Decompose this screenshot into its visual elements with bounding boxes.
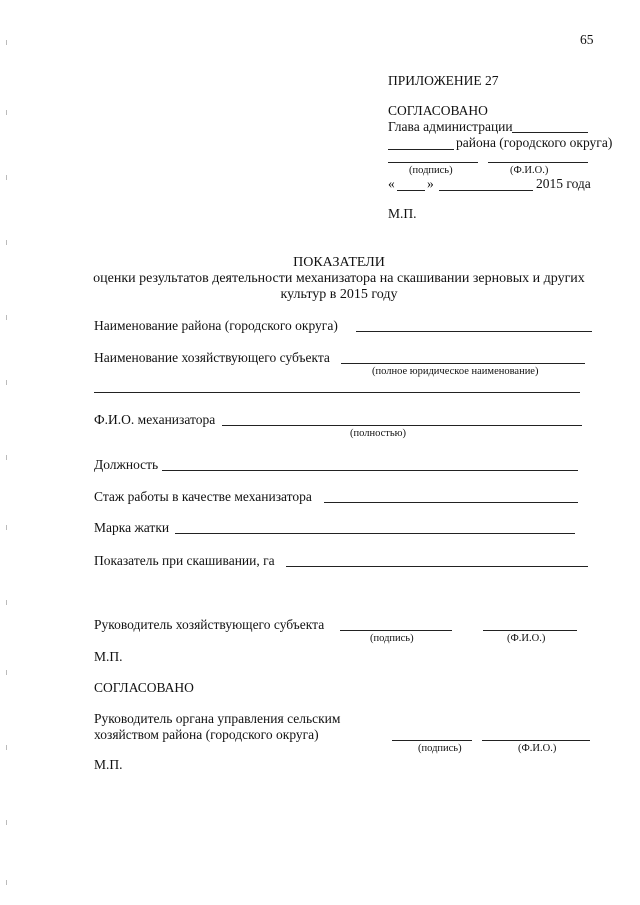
appendix-seal: М.П. xyxy=(388,206,417,221)
mowing-indicator-line xyxy=(286,566,588,567)
agri-head-signature-caption: (подпись) xyxy=(418,743,462,754)
entity-head-signature-line xyxy=(340,630,452,631)
experience-line xyxy=(324,502,578,503)
agri-head-fio-caption: (Ф.И.О.) xyxy=(518,743,557,754)
head-name-line xyxy=(512,132,588,133)
entity-name-line-2 xyxy=(94,392,580,393)
district-blank-line xyxy=(388,149,454,150)
mowing-indicator-label: Показатель при скашивании, га xyxy=(94,553,275,568)
position-line xyxy=(162,470,578,471)
head-of-administration: Глава администрации xyxy=(388,119,513,134)
page-number: 65 xyxy=(580,32,594,47)
agri-head-signature-line xyxy=(392,740,472,741)
date-month-line xyxy=(439,190,533,191)
agri-head-label-line2: хозяйством района (городского округа) xyxy=(94,727,319,742)
final-agreed: СОГЛАСОВАНО xyxy=(94,680,194,695)
document-subtitle-line1: оценки результатов деятельности механизатора на скашивании зерновых и других xyxy=(93,271,585,286)
entity-name-label: Наименование хозяйствующего субъекта xyxy=(94,350,330,365)
date-day-line xyxy=(397,190,425,191)
header-brand-label: Марка жатки xyxy=(94,520,170,535)
experience-label: Стаж работы в качестве механизатора xyxy=(94,489,312,504)
operator-fio-label: Ф.И.О. механизатора xyxy=(94,412,216,427)
agri-seal: М.П. xyxy=(94,757,123,772)
district-name-line xyxy=(356,331,592,332)
district-label: района (городского округа) xyxy=(456,135,613,150)
date-close-quote: » xyxy=(427,176,434,191)
entity-head-fio-line xyxy=(483,630,577,631)
agri-head-fio-line xyxy=(482,740,590,741)
head-signature-caption: (подпись) xyxy=(409,165,453,176)
entity-head-fio-caption: (Ф.И.О.) xyxy=(507,633,546,644)
district-name-label: Наименование района (городского округа) xyxy=(94,318,338,333)
date-open-quote: « xyxy=(388,176,395,191)
entity-head-signature-caption: (подпись) xyxy=(370,633,414,644)
operator-fio-caption: (полностью) xyxy=(350,428,406,439)
date-year: 2015 года xyxy=(536,176,591,191)
head-fio-caption: (Ф.И.О.) xyxy=(510,165,549,176)
appendix-agreed: СОГЛАСОВАНО xyxy=(388,103,488,118)
appendix-label: ПРИЛОЖЕНИЕ 27 xyxy=(388,73,499,88)
header-brand-line xyxy=(175,533,575,534)
entity-name-line xyxy=(341,363,585,364)
position-label: Должность xyxy=(94,457,159,472)
operator-fio-line xyxy=(222,425,582,426)
head-fio-line xyxy=(488,162,588,163)
entity-seal: М.П. xyxy=(94,649,123,664)
entity-name-caption: (полное юридическое наименование) xyxy=(372,366,539,377)
head-signature-line xyxy=(388,162,478,163)
document-title: ПОКАЗАТЕЛИ xyxy=(293,255,385,270)
document-subtitle-line2: культур в 2015 году xyxy=(280,287,398,302)
agri-head-label-line1: Руководитель органа управления сельским xyxy=(94,711,341,726)
entity-head-label: Руководитель хозяйствующего субъекта xyxy=(94,617,325,632)
